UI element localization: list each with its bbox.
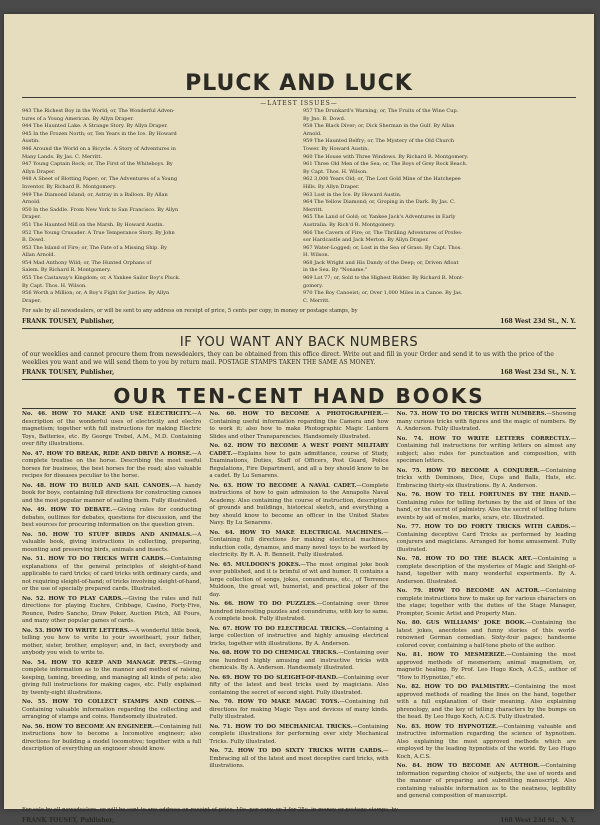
- issue-entry: 950 In the Saddle. From New York to San Francisco. By Allyn: [22, 206, 179, 213]
- issue-entry: Salem. By Richard R. Montgomery.: [22, 267, 111, 274]
- handbook-title: HOW TO KEEP AND MANAGE PETS.: [51, 659, 178, 666]
- handbook-number: No. 50.: [22, 531, 48, 538]
- handbooks-title: OUR TEN-CENT HAND BOOKS: [113, 384, 485, 409]
- handbook-entry: No. 53. HOW TO WRITE LETTERS.—A wonderful little book, telling you how to write to your sweetheart, your father, mother, sister, brother, employer; and, in fact, everybody and anybody you wish to write to.: [22, 627, 202, 657]
- section-divider: [22, 379, 576, 380]
- issue-entry: in the Sea. By "Noname.": [303, 267, 368, 274]
- handbook-description: A valuable book, giving instructions in collecting, preparing, mounting and preserving birds, animals and insects.: [22, 531, 202, 553]
- latest-issues-list: [22, 108, 576, 305]
- issue-entry: sor Hardcastle and Jack Merton. By Allyn Draper.: [303, 237, 429, 244]
- handbook-title: HOW TO DO CHEMICAL TRICKS.: [233, 650, 339, 657]
- handbook-entry: No. 56. HOW TO BECOME AN ENGINEER.—Containing full instructions how to become a locomotive engineer; also directions for building a model locomotive; together with a full description of everything an engineer should know.: [22, 723, 202, 753]
- issue-entry: Hills. By Allyn Draper.: [303, 183, 360, 190]
- handbook-number: No. 64.: [209, 529, 235, 536]
- handbook-title: HOW TO DO FORTY TRICKS WITH CARDS.: [424, 524, 571, 531]
- handbook-entry: No. 69. HOW TO DO SLEIGHT-OF-HAND.—Containing over fifty of the latest and best tricks used by magicians. Also containing the secret of second sight. Fully illustrated.: [209, 674, 389, 696]
- issue-entry: 959 The Haunted Belfry; or, The Mystery of the Old Church: [303, 138, 455, 145]
- issue-entry: Arnold.: [22, 199, 41, 206]
- handbook-title: HOW TO TELL FORTUNES BY THE HAND.: [425, 492, 571, 499]
- handbook-number: No. 70.: [209, 699, 234, 706]
- handbook-title: HOW TO BECOME AN ACTOR.: [428, 588, 540, 595]
- handbook-description: Containing the most approved methods of reading the lines on the hand, together with a full explanation of their meaning. Also explaining phrenology, and the key of telling characters by the bumps on the head. By Leo Hugo Koch, A.C.S. Fully illustrated.: [396, 684, 576, 721]
- handbook-number: No. 51.: [22, 556, 46, 563]
- handbook-description: Containing full instructions how to become a locomotive engineer; also directions for building a model locomotive; together with a full description of everything an engineer should know.: [22, 723, 202, 753]
- handbook-entry: No. 81. HOW TO MESMERIZE.—Containing the most approved methods of mesmerism; animal magnetism, or, magnetic healing. By Prof. Leo Hugo Koch, A.C.S., author of "How to Hypnotize," etc.: [396, 652, 576, 681]
- handbook-title: HOW TO DO SIXTY TRICKS WITH CARDS.: [237, 748, 384, 755]
- issue-entry: By Jno. B. Dowd.: [303, 115, 346, 122]
- back-numbers-publisher-line: [22, 369, 576, 377]
- handbook-description: Containing full directions for making Magic Toys and devices of many kinds. Fully illustrated.: [209, 699, 389, 721]
- issue-entry: 947 Young Captain Rock; or, The First of the Whiteboys. By: [22, 161, 173, 168]
- handbook-entry: No. 74. HOW TO WRITE LETTERS CORRECTLY.—Containing full instructions for writing letters on almost any subject; also rules for punctuation and composition, with specimen letters.: [396, 435, 576, 465]
- issue-entry: B. Dowd.: [22, 237, 45, 244]
- issue-entry: 953 The Island of Fire; or, The Fate of a Missing Ship. By: [22, 244, 167, 251]
- issue-entry: 969 Lot 77; or, Sold to the Highest Bidder. By Richard R. Mont-: [303, 275, 464, 282]
- handbook-number: No. 77.: [396, 524, 421, 531]
- issue-entry: Inventor. By Richard R. Montgomery.: [22, 183, 117, 190]
- handbook-entry: No. 70. HOW TO MAKE MAGIC TOYS.—Containing full directions for making Magic Toys and devices of many kinds. Fully illustrated.: [209, 699, 389, 721]
- handbooks-footer: For sale by all newsdealers, or will be sent to any address on receipt of price, 10c. per copy, or 3 for 25c. in money or postage stamps, by: [22, 806, 398, 813]
- handbook-number: No. 72.: [209, 748, 234, 755]
- handbook-title: HOW TO WRITE LETTERS.: [46, 627, 130, 634]
- handbook-number: No. 46.: [22, 411, 48, 418]
- handbook-number: No. 83.: [396, 723, 421, 730]
- publisher-line: [22, 318, 576, 326]
- handbook-description: Containing over one hundred highly amusing and instructive tricks with chemicals. By A. Anderson. Handsomely illustrated.: [209, 650, 389, 672]
- handbook-number: No. 63.: [209, 482, 234, 489]
- issue-entry: 956 Worth a Million; or, A Boy's Fight for Justice. By Allyn: [22, 290, 170, 297]
- handbook-entry: No. 84. HOW TO BECOME AN AUTHOR.—Containing information regarding choice of subjects, the use of words and the manner of preparing and submitting manuscript. Also containing valuable information as to the neatness, legibility and general composition of manuscript.: [396, 763, 576, 800]
- handbook-entry: No. 68. HOW TO DO CHEMICAL TRICKS.—Containing over one hundred highly amusing and instructive tricks with chemicals. By A. Anderson. Handsomely illustrated.: [209, 650, 389, 672]
- handbook-title: GUS WILLIAMS' JOKE BOOK.: [426, 620, 527, 627]
- handbook-title: HOW TO DO SLEIGHT-OF-HAND.: [234, 674, 338, 681]
- handbook-entry: No. 66. HOW TO DO PUZZLES.—Containing over three hundred interesting puzzles and conundrums, with key to same. A complete book. Fully illustrated.: [209, 601, 389, 623]
- handbook-entry: No. 51. HOW TO DO TRICKS WITH CARDS.—Containing explanations of the general principles of sleight-of-hand applicable to card tricks; of card tricks with ordinary cards, and not requiring sleight-of-hand; of tricks involving sleight-of-hand, or the use of specially prepared cards. Illustrated.: [22, 556, 202, 593]
- handbook-description: Containing information regarding choice of subjects, the use of words and the manner of preparing and submitting manuscript. Also containing valuable information as to the neatness, legibility and general composition of manuscript.: [396, 763, 576, 800]
- handbook-title: HOW TO BECOME A CONJURER.: [426, 467, 540, 474]
- issue-entry: Austin.: [22, 138, 40, 145]
- issue-entry: 970 The Boy Canoeist; or, Over 1,000 Miles in a Canoe. By Jas.: [303, 290, 463, 297]
- handbook-title: HOW TO DO THE BLACK ART.: [425, 556, 533, 563]
- issue-entry: By Capt. Thos. H. Wilson.: [303, 168, 368, 175]
- handbook-entry: No. 46. HOW TO MAKE AND USE ELECTRICITY.—A description of the wonderful uses of electricity and electro magnetism; together with full instructions for making Electric Toys, Batteries, etc. By George Trebel, A.M., M.D. Containing over fifty illustrations.: [22, 411, 202, 448]
- handbook-entry: No. 73. HOW TO DO TRICKS WITH NUMBERS.—Showing many curious tricks with figures and the magic of numbers. By A. Anderson. Fully illustrated.: [396, 411, 576, 433]
- handbooks-column-3: [397, 411, 576, 803]
- issue-entry: 952 The Young Crusader. A True Temperance Story. By John: [22, 229, 175, 236]
- section-divider: [22, 328, 576, 329]
- issue-entry: Many Lands. By Jas. C. Merritt.: [22, 153, 102, 160]
- handbooks-divider: [22, 408, 576, 409]
- handbook-entry: No. 83. HOW TO HYPNOTIZE.—Containing valuable and instructive information regarding the science of hypnotism. Also explaining the most approved methods which are employed by the leading hypnotists of the world. By Leo Hugo Koch, A.C.S.: [396, 723, 576, 760]
- issue-entry: 964 The Yellow Diamond; or, Groping in the Dark. By Jas. C.: [303, 199, 456, 206]
- handbook-entry: No. 63. HOW TO BECOME A NAVAL CADET.—Complete instructions of how to gain admission to the Annapolis Naval Academy. Also containing the course of instruction, description of grounds and buildings, historical sketch, and everything a boy should know to become an officer in the United States Navy. By Lu Senarens.: [209, 482, 389, 527]
- handbook-description: Containing over three hundred interesting puzzles and conundrums, with key to same. A complete book. Fully illustrated.: [209, 601, 389, 623]
- publisher-name: FRANK TOUSEY, Publisher,: [22, 369, 115, 377]
- handbook-title: HOW TO DO MECHANICAL TRICKS.: [235, 723, 353, 730]
- handbook-title: HOW TO MESMERIZE.: [427, 652, 507, 659]
- handbook-description: Containing full directions for making electrical machines, induction coils, dynamos, and many novel toys to be worked by electricity. By R. A. R. Bennett. Fully illustrated.: [209, 537, 389, 559]
- handbook-description: Containing valuable information regarding the collecting and arranging of stamps and coins. Handsomely illustrated.: [22, 706, 202, 721]
- handbook-description: Embracing all of the latest and most deceptive card tricks, with illustrations.: [209, 755, 389, 770]
- handbook-description: Showing many curious tricks with figures and the magic of numbers. By A. Anderson. Fully illustrated.: [396, 411, 576, 433]
- handbook-title: HOW TO BECOME AN AUTHOR.: [426, 763, 540, 770]
- handbook-number: No. 47.: [22, 450, 45, 457]
- handbook-entry: No. 79. HOW TO BECOME AN ACTOR.—Containing complete instructions how to make up for various characters on the stage; together with the duties of the Stage Manager, Prompter, Scenic Artist and Property Man.: [396, 588, 576, 617]
- handbook-description: Containing explanations of the general principles of sleight-of-hand applicable to card tricks; of card tricks with ordinary cards, and not requiring sleight-of-hand; of tricks involving sleight-of-hand, or the use of specially prepared cards. Illustrated.: [22, 556, 202, 593]
- handbook-title: HOW TO HYPNOTIZE.: [424, 723, 499, 730]
- issue-entry: Tower. By Howard Austin.: [303, 145, 369, 152]
- handbook-number: No. 78.: [396, 556, 422, 563]
- latest-issues-left-column: [22, 108, 295, 305]
- handbook-number: No. 80.: [396, 620, 422, 627]
- handbook-entry: No. 62. HOW TO BECOME A WEST POINT MILITARY CADET.—Explains how to gain admittance, course of Study, Examinations, Duties, Staff of Officers, Post Guard, Police Regulations, Fire Department, and all a boy should know to be a cadet. By Lu Senarens.: [209, 443, 389, 480]
- issue-entry: 957 The Drunkard's Warning; or, The Fruits of the Wine Cup.: [303, 108, 459, 114]
- handbook-entry: No. 52. HOW TO PLAY CARDS.—Giving the rules and full directions for playing Euchre, Cribbage, Casino, Forty-Five, Rounce, Pedro Sancho, Draw Poker, Auction Pitch, All Fours, and many other popular games of cards.: [22, 595, 202, 625]
- handbook-entry: No. 50. HOW TO STUFF BIRDS AND ANIMALS.—A valuable book, giving instructions in collecting, preparing, mounting and preserving birds, animals and insects.: [22, 531, 202, 553]
- handbooks-column-1: [22, 411, 201, 803]
- handbook-number: No. 55.: [22, 699, 48, 706]
- issue-entry: tures of a Young American. By Allyn Draper.: [22, 115, 134, 122]
- handbook-description: Containing deceptive Card Tricks as performed by leading conjurers and magicians. Arranged for home amusement. Fully illustrated.: [396, 531, 576, 553]
- handbook-number: No. 54.: [22, 659, 47, 666]
- handbook-entry: No. 72. HOW TO DO SIXTY TRICKS WITH CARDS.—Embracing all of the latest and most deceptive card tricks, with illustrations.: [209, 748, 389, 770]
- handbook-description: Containing a complete description of the mysteries of Magic and Sleight-of-hand, together with many wonderful experiments. By A. Anderson. Illustrated.: [396, 556, 576, 585]
- magazine-back-cover-page: [4, 14, 594, 824]
- issue-entry: Draper.: [22, 297, 41, 304]
- issue-entry: 965 The Land of Gold; or, Yankee Jack's Adventures in Early: [303, 214, 456, 221]
- issue-entry: Allan Arnold.: [22, 252, 56, 259]
- handbook-number: No. 65.: [209, 561, 233, 568]
- latest-issues-right-column: [303, 108, 576, 305]
- issue-entry: H. Wilson.: [303, 252, 330, 259]
- handbook-number: No. 53.: [22, 627, 45, 634]
- handbook-entry: No. 78. HOW TO DO THE BLACK ART.—Containing a complete description of the mysteries of Magic and Sleight-of-hand, together with many wonderful experiments. By A. Anderson. Illustrated.: [396, 556, 576, 585]
- handbook-number: No. 68.: [209, 650, 232, 657]
- handbook-title: HOW TO BECOME AN ENGINEER.: [46, 723, 155, 730]
- handbook-description: Containing full instructions for writing letters on almost any subject; also rules for punctuation and composition, with specimen letters.: [396, 443, 576, 465]
- handbook-number: No. 74.: [396, 435, 424, 442]
- handbook-number: No. 48.: [22, 482, 46, 489]
- handbook-title: HOW TO STUFF BIRDS AND ANIMALS.: [52, 531, 192, 538]
- handbook-description: Giving the rules and full directions for playing Euchre, Cribbage, Casino, Forty-Five, Rounce, Pedro Sancho, Draw Poker, Auction Pitch, All Fours, and many other popular games of cards.: [22, 595, 202, 625]
- handbooks-list: [22, 411, 576, 803]
- handbook-description: Containing rules for telling fortunes by the aid of lines of the hand, or the secret of palmistry. Also the secret of telling future events by aid of moles, marks, scars, etc. Illustrated.: [396, 499, 576, 521]
- handbook-entry: No. 82. HOW TO DO PALMISTRY.—Containing the most approved methods of reading the lines on the hand, together with a full explanation of their meaning. Also explaining phrenology, and the key of telling characters by the bumps on the head. By Leo Hugo Koch, A.C.S. Fully illustrated.: [396, 684, 576, 721]
- handbook-title: HOW TO DO TRICKS WITH CARDS.: [48, 556, 166, 563]
- handbook-description: Containing complete instructions how to make up for various characters on the stage; together with the duties of the Stage Manager, Prompter, Scenic Artist and Property Man.: [396, 588, 576, 617]
- handbook-entry: No. 49. HOW TO DEBATE.—Giving rules for conducting debates, outlines for debates, questions for discussion, and the best sources for procuring information on the question given.: [22, 507, 202, 529]
- handbook-title: HOW TO DO PUZZLES.: [238, 601, 317, 608]
- issue-entry: C. Merritt.: [303, 297, 330, 304]
- handbook-entry: No. 64. HOW TO MAKE ELECTRICAL MACHINES.—Containing full directions for making electrical machines, induction coils, dynamos, and many novel toys to be worked by electricity. By R. A. R. Bennett. Fully illustrated.: [209, 529, 389, 559]
- handbook-entry: No. 76. HOW TO TELL FORTUNES BY THE HAND.—Containing rules for telling fortunes by the aid of lines of the hand, or the secret of palmistry. Also the secret of telling future events by aid of moles, marks, scars, etc. Illustrated.: [396, 492, 576, 521]
- handbook-number: No. 82.: [396, 684, 421, 691]
- handbook-number: No. 75.: [396, 467, 422, 474]
- handbook-description: Containing tricks with Dominoes, Dice, Cups and Balls, Hats, etc. Embracing thirty-six illustrations. By A. Anderson.: [396, 467, 577, 489]
- handbook-number: No. 84.: [396, 763, 422, 770]
- handbook-description: Giving complete information as to the manner and method of raising, keeping, taming, breeding, and managing all kinds of pets; also giving full instructions for making cages, etc. Fully explained by twenty-eight illustrations.: [22, 659, 202, 696]
- handbook-title: HOW TO MAKE ELECTRICAL MACHINES.: [239, 529, 384, 536]
- handbook-entry: No. 71. HOW TO DO MECHANICAL TRICKS.—Containing complete illustrations for performing over sixty Mechanical Tricks. Fully illustrated.: [209, 723, 389, 745]
- issue-entry: 968 Jack Wright and His Dandy of the Deep; or, Driven Afloat: [303, 259, 459, 266]
- handbook-title: HOW TO MAKE MAGIC TOYS.: [237, 699, 340, 706]
- issue-entry: Allyn Draper.: [22, 168, 56, 175]
- handbook-number: No. 52.: [22, 595, 46, 602]
- issue-entry: 954 Mad Anthony Wild; or, The Hunted Orphans of: [22, 259, 152, 266]
- handbook-number: No. 76.: [396, 492, 422, 499]
- handbook-title: HOW TO DO ELECTRICAL TRICKS.: [234, 625, 347, 632]
- handbook-description: A description of the wonderful uses of electricity and electro magnetism; together with full instructions for making Electric Toys, Batteries, etc. By George Trebel, A.M., M.D. Containing over fifty illustrations.: [22, 411, 202, 448]
- handbook-entry: No. 47. HOW TO BREAK, RIDE AND DRIVE A HORSE.—A complete treatise on the horse. Describing the most useful horses for business, the best horses for the road; also valuable recipes for diseases peculiar to the horse.: [22, 450, 202, 480]
- handbook-title: HOW TO MAKE AND USE ELECTRICITY.: [51, 411, 192, 418]
- handbook-number: No. 81.: [396, 652, 423, 659]
- issue-entry: Draper.: [22, 214, 41, 221]
- handbook-description: A wonderful little book, telling you how to write to your sweetheart, your father, mother, sister, brother, employer; and, in fact, everybody and anybody you wish to write to.: [22, 627, 202, 657]
- issue-entry: 945 In the Frozen North; or, Ten Years in the Ice. By Howard: [22, 130, 177, 137]
- handbook-number: No. 62.: [209, 443, 234, 450]
- handbook-number: No. 73.: [396, 411, 420, 418]
- handbook-title: HOW TO DO PALMISTRY.: [424, 684, 510, 691]
- handbook-description: Containing useful information regarding the Camera and how to work it; also how to make Photographic Magic Lantern Slides and other Transparencies. Handsomely illustrated.: [209, 418, 389, 440]
- publisher-address: 168 West 23d St., N. Y.: [500, 369, 576, 377]
- issue-entry: 958 The Black Diver; or, Dick Sherman in the Gulf. By Allan: [303, 123, 455, 130]
- handbook-entry: No. 75. HOW TO BECOME A CONJURER.—Containing tricks with Dominoes, Dice, Cups and Balls, Hats, etc. Embracing thirty-six illustrations. By A. Anderson.: [396, 467, 577, 489]
- handbook-description: Containing over fifty of the latest and best tricks used by magicians. Also containing the secret of second sight. Fully illustrated.: [209, 674, 389, 696]
- issue-entry: 951 The Haunted Mill on the Marsh. By Howard Austin.: [22, 221, 165, 228]
- handbooks-column-2: [209, 411, 388, 803]
- handbook-description: Complete instructions of how to gain admission to the Annapolis Naval Academy. Also containing the course of instruction, description of grounds and buildings, historical sketch, and everything a boy should know to become an officer in the United States Navy. By Lu Senarens.: [209, 482, 389, 527]
- handbook-entry: No. 65. MULDOON'S JOKES.—The most original joke book ever published, and it is brimful of wit and humor. It contains a large collection of songs, jokes, conundrums, etc., of Terrence Muldoon, the great wit, humorist, and practical joker of the day.: [209, 561, 389, 598]
- page-title: PLUCK AND LUCK: [185, 71, 413, 96]
- issue-entry: Arnold.: [303, 130, 322, 137]
- handbook-title: MULDOON'S JOKES.: [235, 561, 301, 568]
- back-numbers-heading: IF YOU WANT ANY BACK NUMBERS: [179, 335, 419, 351]
- handbook-title: HOW TO PLAY CARDS.: [48, 595, 123, 602]
- back-numbers-body: of our weeklies and cannot procure them from newsdealers, they can be obtained from this office direct. Write out and fill in your Order and send it to us with the price of the weeklies you want and we will send them to you by return mail. POSTAGE STAMPS TAKEN THE SAME AS MONEY.: [22, 351, 554, 366]
- handbook-title: HOW TO DO TRICKS WITH NUMBERS.: [421, 411, 547, 418]
- handbook-number: No. 79.: [396, 588, 423, 595]
- handbook-entry: No. 54. HOW TO KEEP AND MANAGE PETS.—Giving complete information as to the manner and method of raising, keeping, taming, breeding, and managing all kinds of pets; also giving full instructions for making cages, etc. Fully explained by twenty-eight illustrations.: [22, 659, 202, 696]
- issue-entry: 960 The House with Three Windows. By Richard R. Montgomery.: [303, 153, 469, 160]
- handbook-title: HOW TO COLLECT STAMPS AND COINS.: [52, 699, 196, 706]
- handbook-entry: No. 48. HOW TO BUILD AND SAIL CANOES.—A handy book for boys, containing full directions for constructing canoes and the most popular manner of sailing them. Fully illustrated.: [22, 482, 202, 504]
- issue-entry: 943 The Richest Boy in the World; or, The Wonderful Adven-: [22, 108, 175, 114]
- handbook-description: The most original joke book ever published, and it is brimful of wit and humor. It contains a large collection of songs, jokes, conundrums, etc., of Terrence Muldoon, the great wit, humorist, and practical joker of the day.: [209, 561, 389, 598]
- latest-issues-footer: For sale by all newsdealers, or will be sent to any address on receipt of price, 5 cents per copy, in money or postage stamps, by: [22, 308, 358, 315]
- handbook-description: Containing valuable and instructive information regarding the science of hypnotism. Also explaining the most approved methods which are employed by the leading hypnotists of the world. By Leo Hugo Koch, A.C.S.: [396, 723, 576, 760]
- publisher-name: FRANK TOUSEY, Publisher,: [22, 318, 115, 326]
- issue-entry: 949 The Diamond Island; or, Astray in a Balloon. By Allan: [22, 191, 168, 198]
- issue-entry: gomery.: [303, 282, 324, 289]
- handbook-description: Explains how to gain admittance, course of Study, Examinations, Duties, Staff of Officers, Post Guard, Police Regulations, Fire Department, and all a boy should know to be a cadet. By Lu Senarens.: [209, 450, 389, 480]
- title-divider: [22, 97, 576, 98]
- handbook-description: Containing complete illustrations for performing over sixty Mechanical Tricks. Fully illustrated.: [209, 723, 389, 745]
- handbooks-publisher-line: [22, 817, 576, 825]
- handbook-number: No. 49.: [22, 507, 47, 514]
- handbook-title: HOW TO WRITE LETTERS CORRECTLY.: [429, 435, 571, 442]
- issue-entry: 944 The Haunted Lake. A Strange Story. By Allyn Draper.: [22, 123, 168, 130]
- handbook-description: Giving rules for conducting debates, outlines for debates, questions for discussion, and the best sources for procuring information on the question given.: [22, 507, 202, 529]
- handbook-title: HOW TO BREAK, RIDE AND DRIVE A HORSE.: [46, 450, 192, 457]
- handbook-title: HOW TO BECOME A WEST POINT MILITARY CADET.: [209, 443, 389, 457]
- issue-entry: Australia. By Rich'd R. Montgomery.: [303, 221, 396, 228]
- issue-entry: 966 The Cavern of Fire; or, The Thrilling Adventures of Profes-: [303, 229, 463, 236]
- issue-entry: Merritt.: [303, 206, 324, 213]
- handbook-title: HOW TO BECOME A NAVAL CADET.: [236, 482, 357, 489]
- handbook-number: No. 60.: [209, 411, 237, 418]
- handbook-entry: No. 77. HOW TO DO FORTY TRICKS WITH CARDS.—Containing deceptive Card Tricks as performed by leading conjurers and magicians. Arranged for home amusement. Fully illustrated.: [396, 524, 576, 553]
- issue-entry: 946 Around the World on a Bicycle. A Story of Adventures in: [22, 145, 176, 152]
- handbook-number: No. 69.: [209, 674, 232, 681]
- issue-entry: 955 The Castaway's Kingdom; or, A Yankee Sailor Boy's Pluck.: [22, 275, 181, 282]
- handbook-entry: No. 80. GUS WILLIAMS' JOKE BOOK.—Containing the latest jokes, anecdotes and funny stories of this world-renowned German comedian. Sixty-four pages; handsome colored cover, containing a half-tone photo of the author.: [396, 620, 576, 649]
- handbook-number: No. 67.: [209, 625, 233, 632]
- handbook-entry: No. 55. HOW TO COLLECT STAMPS AND COINS.—Containing valuable information regarding the collecting and arranging of stamps and coins. Handsomely illustrated.: [22, 699, 202, 721]
- handbook-description: Containing the most approved methods of mesmerism; animal magnetism, or, magnetic healing. By Prof. Leo Hugo Koch, A.C.S., author of "How to Hypnotize," etc.: [396, 652, 576, 681]
- issue-entry: 948 A Sheet of Blotting Paper; or, The Adventures of a Young: [22, 176, 178, 183]
- handbook-description: A complete treatise on the horse. Describing the most useful horses for business, the best horses for the road; also valuable recipes for diseases peculiar to the horse.: [22, 450, 202, 480]
- issue-entry: By Capt. Thos. H. Wilson.: [22, 282, 87, 289]
- handbook-number: No. 66.: [209, 601, 234, 608]
- issue-entry: 963 Lost in the Ice. By Howard Austin.: [303, 191, 402, 198]
- handbook-description: A handy book for boys, containing full directions for constructing canoes and the most popular manner of sailing them. Fully illustrated.: [22, 482, 202, 504]
- handbook-description: Containing a large collection of instructive and highly amusing electrical tricks, together with illustrations. By A. Anderson.: [209, 625, 389, 647]
- handbook-description: Containing the latest jokes, anecdotes and funny stories of this world-renowned German comedian. Sixty-four pages; handsome colored cover, containing a half-tone photo of the author.: [396, 620, 576, 649]
- latest-issues-heading: —LATEST ISSUES—: [260, 100, 338, 107]
- publisher-address: 168 West 23d St., N. Y.: [500, 816, 576, 824]
- handbook-title: HOW TO BECOME A PHOTOGRAPHER.: [242, 411, 384, 418]
- handbook-entry: No. 60. HOW TO BECOME A PHOTOGRAPHER.—Containing useful information regarding the Camera and how to work it; also how to make Photographic Magic Lantern Slides and other Transparencies. Handsomely illustrated.: [209, 411, 389, 440]
- handbook-title: HOW TO BUILD AND SAIL CANOES.: [49, 482, 172, 489]
- publisher-address: 168 West 23d St., N. Y.: [500, 318, 576, 326]
- issue-entry: 962 3,000 Years Old; or, The Lost Gold Mine of the Hatchepee: [303, 176, 461, 183]
- publisher-name: FRANK TOUSEY, Publisher,: [22, 816, 115, 824]
- issue-entry: 961 Three Old Men of the Sea; or, The Boys of Grey Rock Beach.: [303, 161, 468, 168]
- handbook-number: No. 56.: [22, 723, 45, 730]
- handbook-title: HOW TO DEBATE.: [50, 507, 113, 514]
- issue-entry: 967 Water-Logged; or, Lost in the Sea of Grass. By Capt. Thos.: [303, 244, 462, 251]
- handbook-number: No. 71.: [209, 723, 233, 730]
- handbook-entry: No. 67. HOW TO DO ELECTRICAL TRICKS.—Containing a large collection of instructive and highly amusing electrical tricks, together with illustrations. By A. Anderson.: [209, 625, 389, 647]
